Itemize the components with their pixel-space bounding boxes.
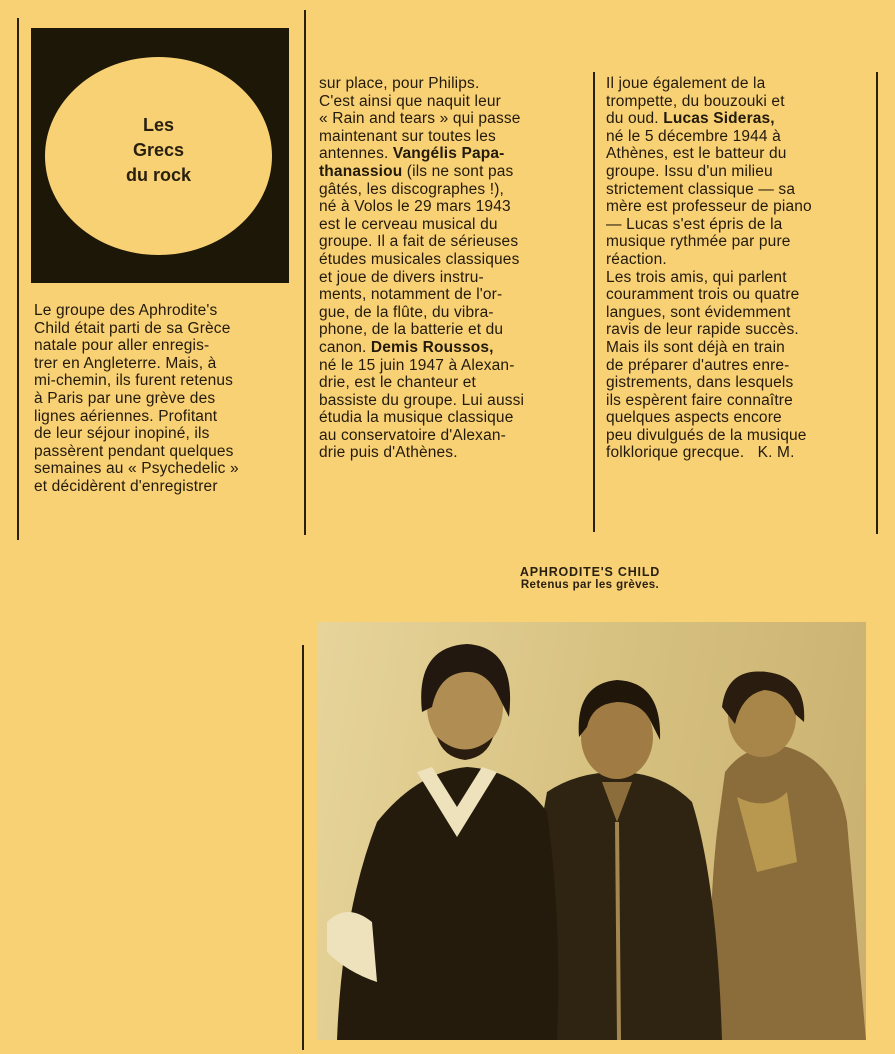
text-line: Child était parti de sa Grèce [34,319,231,337]
text-line: musique rythmée par pure [606,233,791,251]
text-line [319,339,581,357]
column-rule-center [593,72,595,532]
text-line: né le 15 juin 1947 à Alexan- [319,356,515,374]
text-line: études musicales classiques [319,250,520,268]
text-line: strictement classique — sa [606,180,796,198]
text-line [319,163,581,181]
text-line: couramment trois ou quatre [606,286,800,304]
text-line: langues, sont évidemment [606,303,791,321]
text-line: étudia la musique classique [319,409,514,427]
text-line: mère est professeur de piano [606,198,812,216]
text-line: — Lucas s'est épris de la [606,215,783,233]
text-line: C'est ainsi que naquit leur [319,92,501,110]
text-line: réaction. [606,250,667,268]
text-line: à Paris par une grève des [34,389,216,407]
article-column-2 [319,75,581,462]
text-line: natale pour aller enregis- [34,337,210,355]
text-run: canon. [319,338,371,356]
text-line: folklorique grecque. K. M. [606,444,795,462]
text-line: et joue de divers instru- [319,268,484,286]
text-line: bassiste du groupe. Lui aussi [319,391,525,409]
text-line: gue, de la flûte, du vibra- [319,303,494,321]
figure-left [327,644,558,1040]
text-line: et décidèrent d'enregistrer [34,477,218,495]
text-line: de préparer d'autres enre- [606,356,790,374]
text-line: Mais ils sont déjà en train [606,338,785,356]
text-line: passèrent pendant quelques [34,442,234,460]
text-line: au conservatoire d'Alexan- [319,426,506,444]
article-column-1 [34,302,296,496]
caption-title: APHRODITE'S CHILD [519,565,661,579]
text-line: maintenant sur toutes les [319,127,496,145]
text-line [606,110,868,128]
text-line: Il joue également de la [606,75,766,92]
text-line: est le cerveau musical du [319,215,498,233]
text-line [319,145,581,163]
text-line: groupe. Issu d'un milieu [606,162,773,180]
text-run: (ils ne sont pas [402,162,514,180]
text-line: ravis de leur rapide succès. [606,321,799,339]
name-lucas: Lucas Sideras, [663,110,775,128]
photo-rule [302,645,304,1050]
text-line: sur place, pour Philips. [319,75,480,92]
text-line: Les trois amis, qui parlent [606,268,787,286]
text-line: groupe. Il a fait de sérieuses [319,233,519,251]
text-run: antennes. [319,145,393,163]
text-line: trer en Angleterre. Mais, à [34,354,217,372]
text-line: peu divulgués de la musique [606,426,807,444]
text-line: gâtés, les discographes !), [319,180,504,198]
article-title: Les Grecs du rock [125,114,191,185]
figure-right [710,671,866,1040]
text-line: mi-chemin, ils furent retenus [34,372,234,390]
text-run: du oud. [606,110,664,128]
band-photo [317,622,866,1040]
text-line: phone, de la batterie et du [319,321,504,339]
band-photo-illustration [317,622,866,1040]
text-line: né le 5 décembre 1944 à [606,127,781,145]
caption-subtitle: Retenus par les grèves. [520,579,660,591]
name-vangelis: Vangélis Papa- [392,145,505,163]
text-line: Le groupe des Aphrodite's [34,302,218,319]
text-line: lignes aériennes. Profitant [34,407,218,425]
text-line: de leur séjour inopiné, ils [34,425,210,443]
text-line: né à Volos le 29 mars 1943 [319,198,511,216]
column-rule-left [17,18,19,540]
text-line: ments, notamment de l'or- [319,286,503,304]
title-circle [45,57,272,255]
article-column-3 [606,75,868,462]
text-line: quelques aspects encore [606,409,782,427]
name-vangelis-end: thanassiou [319,162,403,180]
text-line: drie, est le chanteur et [319,374,476,392]
text-line: ils espèrent faire connaître [606,391,793,409]
column-rule-middle [304,10,306,535]
text-line: « Rain and tears » qui passe [319,110,521,128]
photo-caption [440,565,740,592]
text-line: gistrements, dans lesquels [606,374,794,392]
text-line: trompette, du bouzouki et [606,92,785,110]
text-line: drie puis d'Athènes. [319,444,458,462]
name-demis: Demis Roussos, [370,338,494,356]
column-rule-right [876,72,878,534]
text-line: Athènes, est le batteur du [606,145,787,163]
text-line: semaines au « Psychedelic » [34,460,239,478]
